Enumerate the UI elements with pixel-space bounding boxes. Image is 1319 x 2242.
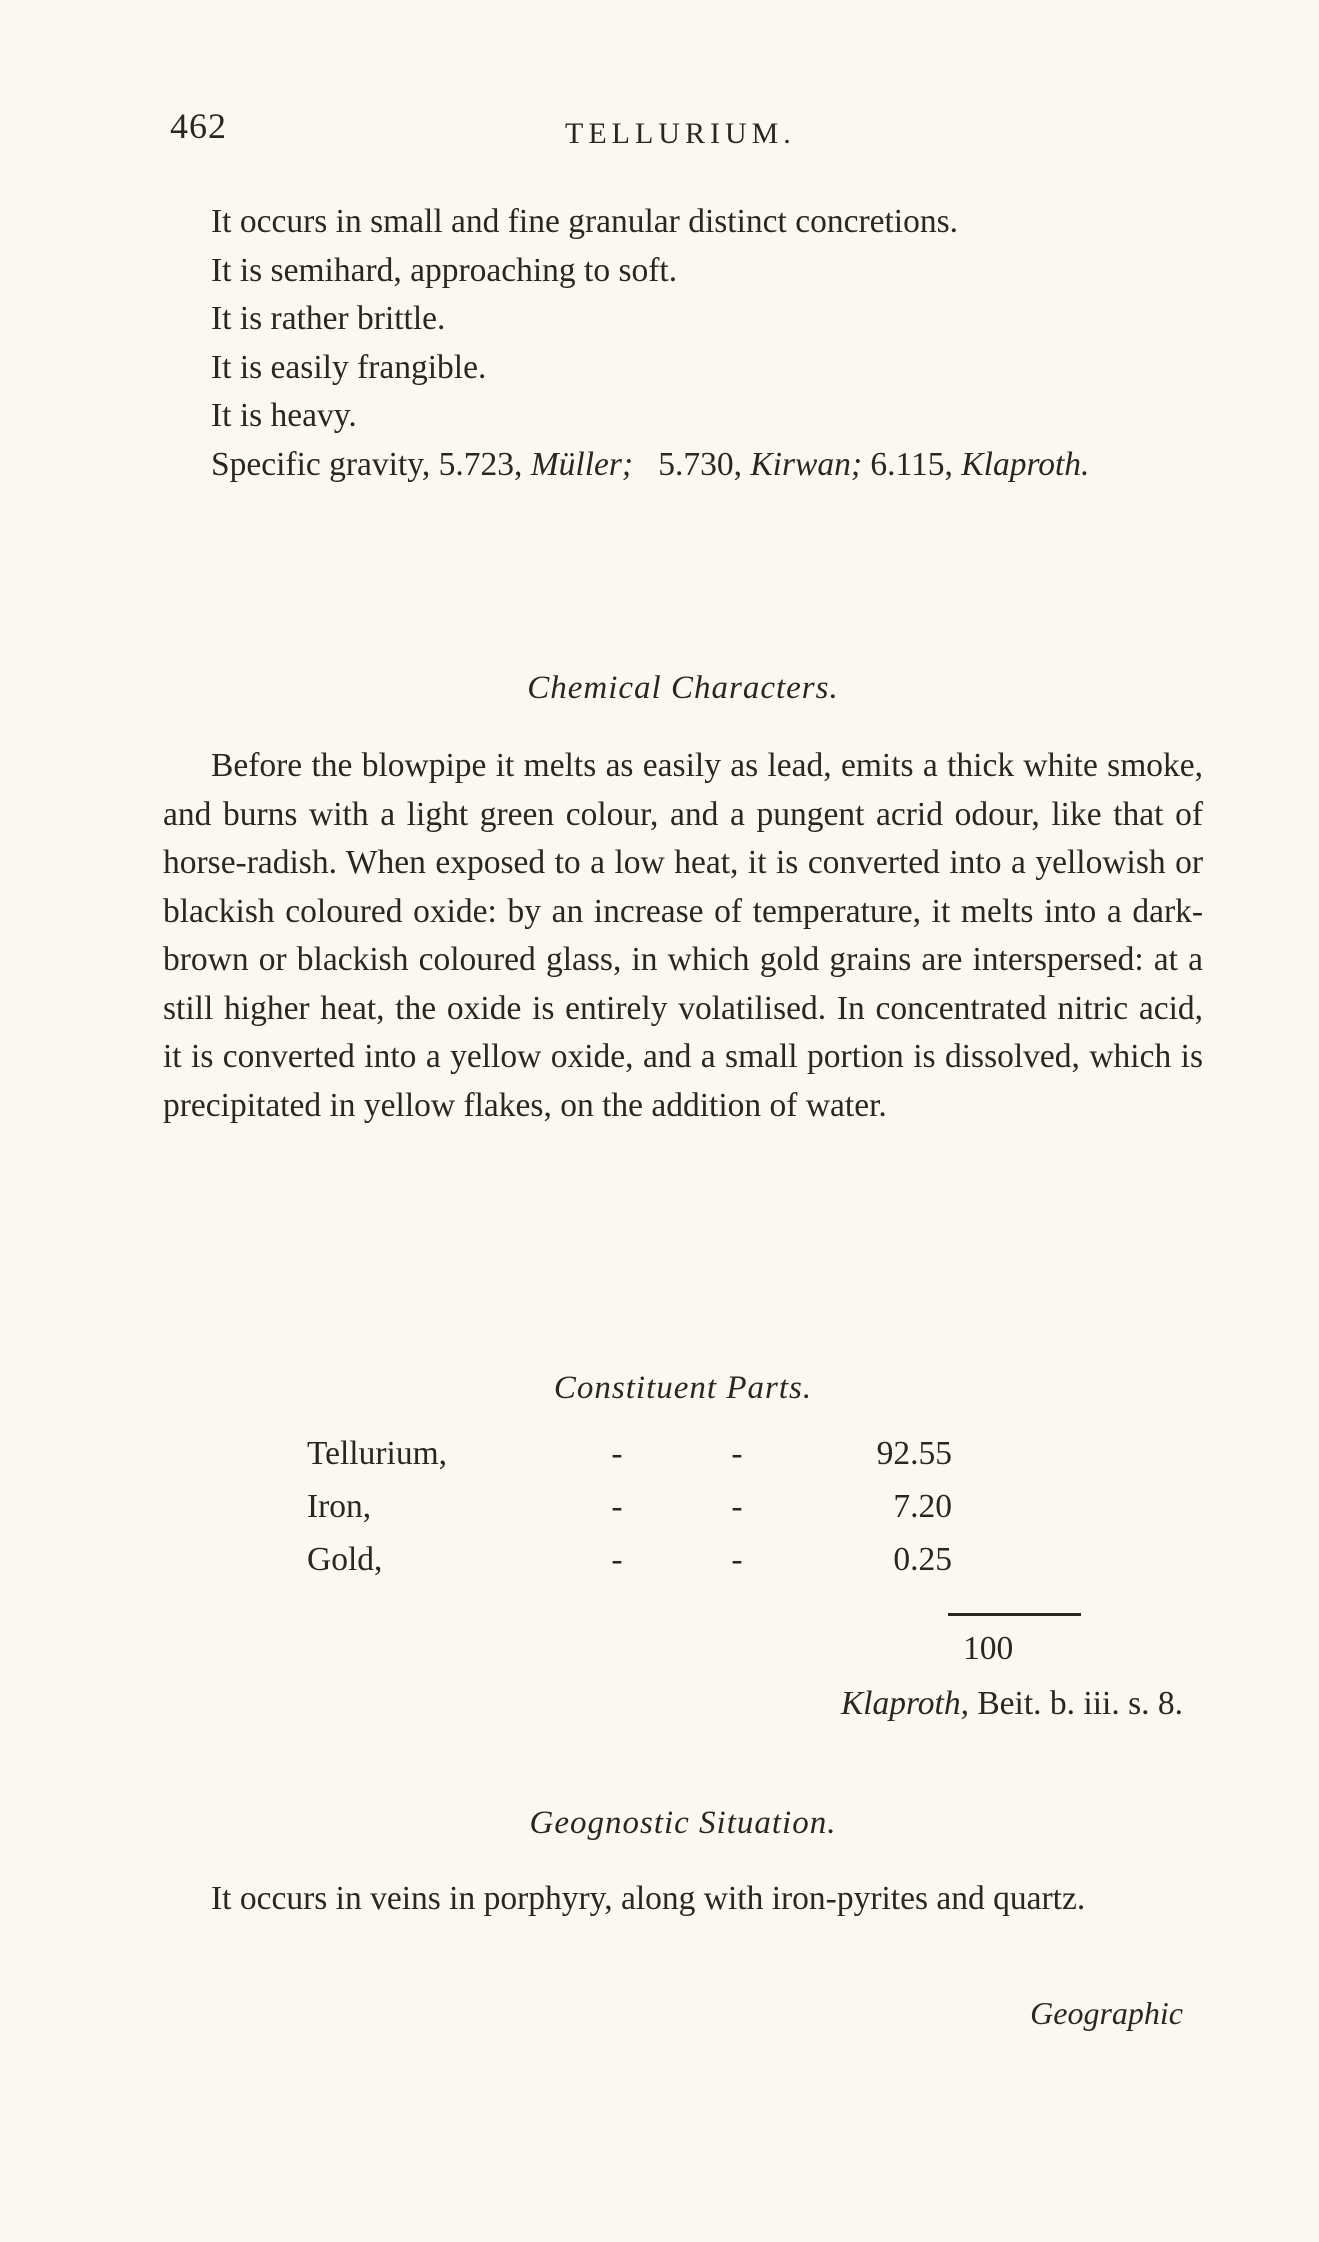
physical-characters bbox=[163, 198, 1203, 489]
specific-gravity-line bbox=[163, 441, 1203, 490]
muller-name: Müller; bbox=[530, 445, 634, 483]
frangibility-line: It is easily frangible. bbox=[211, 348, 487, 386]
constituent-name: Tellurium, bbox=[307, 1435, 448, 1472]
leader-dash: - bbox=[731, 1488, 743, 1525]
constituent-total: 100 bbox=[963, 1630, 1014, 1667]
citation-author: Klaproth, bbox=[840, 1685, 969, 1722]
weight-line: It is heavy. bbox=[211, 397, 357, 434]
leader-dash: - bbox=[611, 1541, 623, 1578]
constituent-name: Gold, bbox=[307, 1541, 383, 1578]
chemical-paragraph: Before the blowpipe it melts as easily as lead, emits a thick white smoke, and burns with a light green colour, and a pungent acrid odour, like that of horse-radish. When exposed to a low heat, it is converted into a yellowish or blackish coloured oxide: by an increase of temperature, it melts into a dark-brown or blackish coloured glass, in which gold grains are interspersed: at a still higher heat, the oxide is entirely volatilised. In concentrated nitric acid, it is converted into a yellow oxide, and a small portion is dissolved, which is precipitated in yellow flakes, on the addition of water. bbox=[163, 747, 1203, 1124]
constituent-value: 7.20 bbox=[893, 1488, 952, 1525]
leader-dash: - bbox=[611, 1488, 623, 1525]
hardness-line: It is semihard, approaching to soft. bbox=[211, 251, 678, 289]
constituent-value: 92.55 bbox=[876, 1435, 952, 1472]
gravity-mid: 5.730, bbox=[658, 445, 742, 483]
klaproth-citation bbox=[663, 1685, 1183, 1723]
concretions-line: It occurs in small and fine granular distinct concretions. bbox=[211, 203, 959, 240]
kirwan-name: Kirwan; bbox=[750, 445, 863, 483]
table-row bbox=[307, 1488, 952, 1541]
constituent-value: 0.25 bbox=[893, 1541, 952, 1578]
geognostic-paragraph: It occurs in veins in porphyry, along with iron-pyrites and quartz. bbox=[211, 1880, 1086, 1917]
running-head: TELLURIUM. bbox=[565, 117, 796, 150]
gravity-end: 6.115, bbox=[870, 445, 953, 483]
chemical-characters-heading: Chemical Characters. bbox=[527, 670, 839, 706]
sum-rule bbox=[948, 1613, 1081, 1616]
geognostic-situation-heading: Geognostic Situation. bbox=[529, 1805, 837, 1841]
leader-dash: - bbox=[611, 1435, 623, 1472]
constituent-parts-heading: Constituent Parts. bbox=[553, 1370, 813, 1406]
klaproth-name: Klaproth. bbox=[961, 445, 1090, 483]
chemical-characters bbox=[163, 742, 1203, 1130]
page-header bbox=[150, 105, 1200, 155]
table-row bbox=[307, 1435, 952, 1488]
brittleness-line: It is rather brittle. bbox=[211, 300, 446, 337]
geognostic-situation bbox=[163, 1875, 1203, 1924]
constituent-name: Iron, bbox=[307, 1488, 372, 1525]
leader-dash: - bbox=[731, 1541, 743, 1578]
page-number: 462 bbox=[170, 106, 227, 146]
leader-dash: - bbox=[731, 1435, 743, 1472]
citation-reference: Beit. b. iii. s. 8. bbox=[977, 1685, 1183, 1722]
constituent-table bbox=[307, 1435, 952, 1594]
catchword: Geographic bbox=[1030, 1995, 1183, 2031]
table-row bbox=[307, 1541, 952, 1594]
gravity-prefix: Specific gravity, 5.723, bbox=[211, 445, 523, 483]
